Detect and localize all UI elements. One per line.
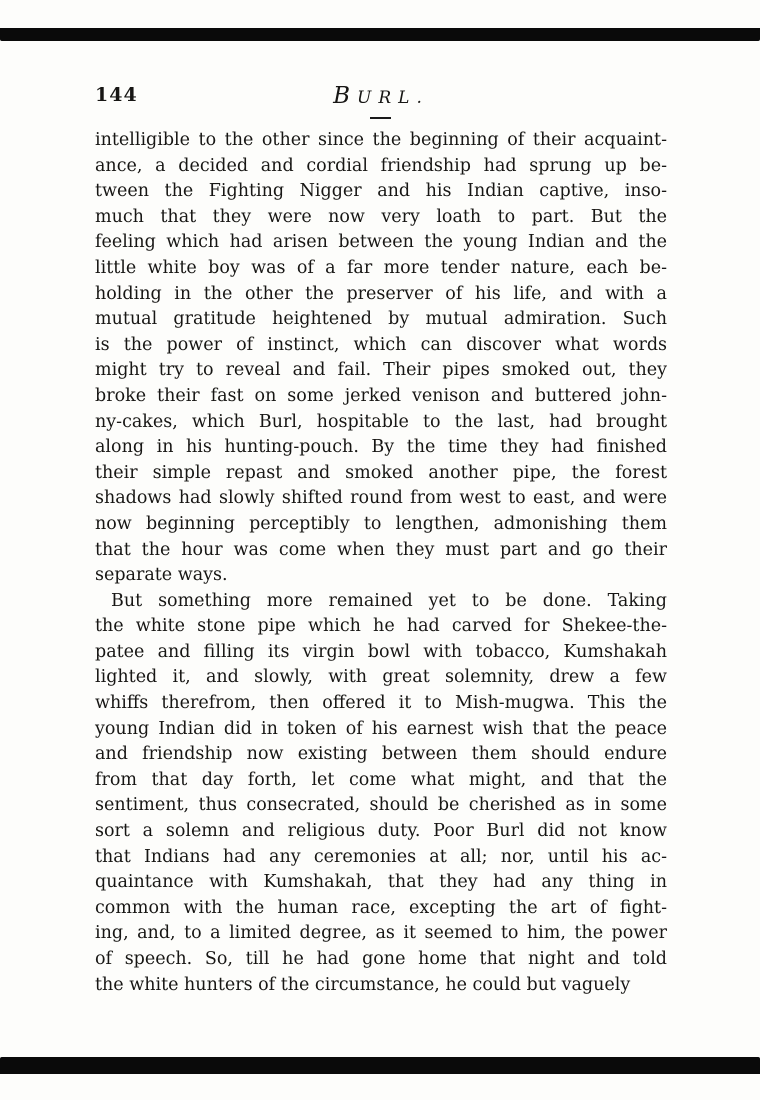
text-line: lighted it, and slowly, with great solemnity, drew a few <box>95 667 667 688</box>
text-line: common with the human race, excepting the art of fight- <box>95 897 667 918</box>
text-line: mutual gratitude heightened by mutual admiration. Such <box>95 309 667 330</box>
text-line: of speech. So, till he had gone home that night and told <box>95 949 667 969</box>
running-head: BURL. <box>333 83 429 109</box>
text-line: is the power of instinct, which can discover what words <box>95 334 667 355</box>
text-line: sentiment, thus consecrated, should be cherished as in some <box>95 795 667 816</box>
text-line: the white stone pipe which he had carved for Shekee-the- <box>95 616 667 637</box>
text-line: young Indian did in token of his earnest wish that the peace <box>95 718 667 739</box>
text-line: feeling which had arisen between the young Indian and the <box>95 232 667 253</box>
text-line: patee and filling its virgin bowl with tobacco, Kumshakah <box>95 641 667 662</box>
text-line: ing, and, to a limited degree, as it seemed to him, the power <box>95 923 667 944</box>
scan-edge-bottom <box>0 1057 760 1074</box>
text-line: broke their fast on some jerked venison and buttered john- <box>95 385 667 406</box>
page-number: 144 <box>95 84 138 106</box>
text-line: whiffs therefrom, then offered it to Mish-mugwa. This the <box>95 693 667 714</box>
text-line: from that day forth, let come what might, and that the <box>95 769 667 790</box>
text-line: and friendship now existing between them should endure <box>95 744 667 765</box>
text-line: their simple repast and smoked another pipe, the forest <box>95 462 667 483</box>
text-line: little white boy was of a far more tender nature, each be- <box>95 257 667 278</box>
text-line: along in his hunting-pouch. By the time they had finished <box>95 437 667 458</box>
header-rule <box>370 117 391 119</box>
text-line: that the hour was come when they must part and go their <box>95 539 667 560</box>
text-line: quaintance with Kumshakah, that they had any thing in <box>95 872 667 893</box>
page-header <box>95 83 667 109</box>
scan-edge-top <box>0 28 760 41</box>
text-line: ny-cakes, which Burl, hospitable to the last, had brought <box>95 411 667 432</box>
text-line: separate ways. <box>95 565 228 586</box>
text-body <box>95 128 667 998</box>
text-line: now beginning perceptibly to lengthen, admonishing them <box>95 513 667 534</box>
text-line: holding in the other the preserver of his life, and with a <box>95 283 667 304</box>
text-line: much that they were now very loath to part. But the <box>95 206 667 227</box>
text-line: intelligible to the other since the beginning of their acquaint- <box>95 130 667 150</box>
text-line: that Indians had any ceremonies at all; nor, until his ac- <box>95 846 667 867</box>
text-line: sort a solemn and religious duty. Poor Burl did not know <box>95 821 667 842</box>
text-line: But something more remained yet to be done. Taking <box>111 590 667 611</box>
text-line: shadows had slowly shifted round from west to east, and were <box>95 488 667 509</box>
text-line: tween the Fighting Nigger and his Indian captive, inso- <box>95 181 667 202</box>
text-line: might try to reveal and fail. Their pipes smoked out, they <box>95 360 667 381</box>
text-line: ance, a decided and cordial friendship had sprung up be- <box>95 155 667 176</box>
text-line: the white hunters of the circumstance, he could but vaguely <box>95 974 631 995</box>
